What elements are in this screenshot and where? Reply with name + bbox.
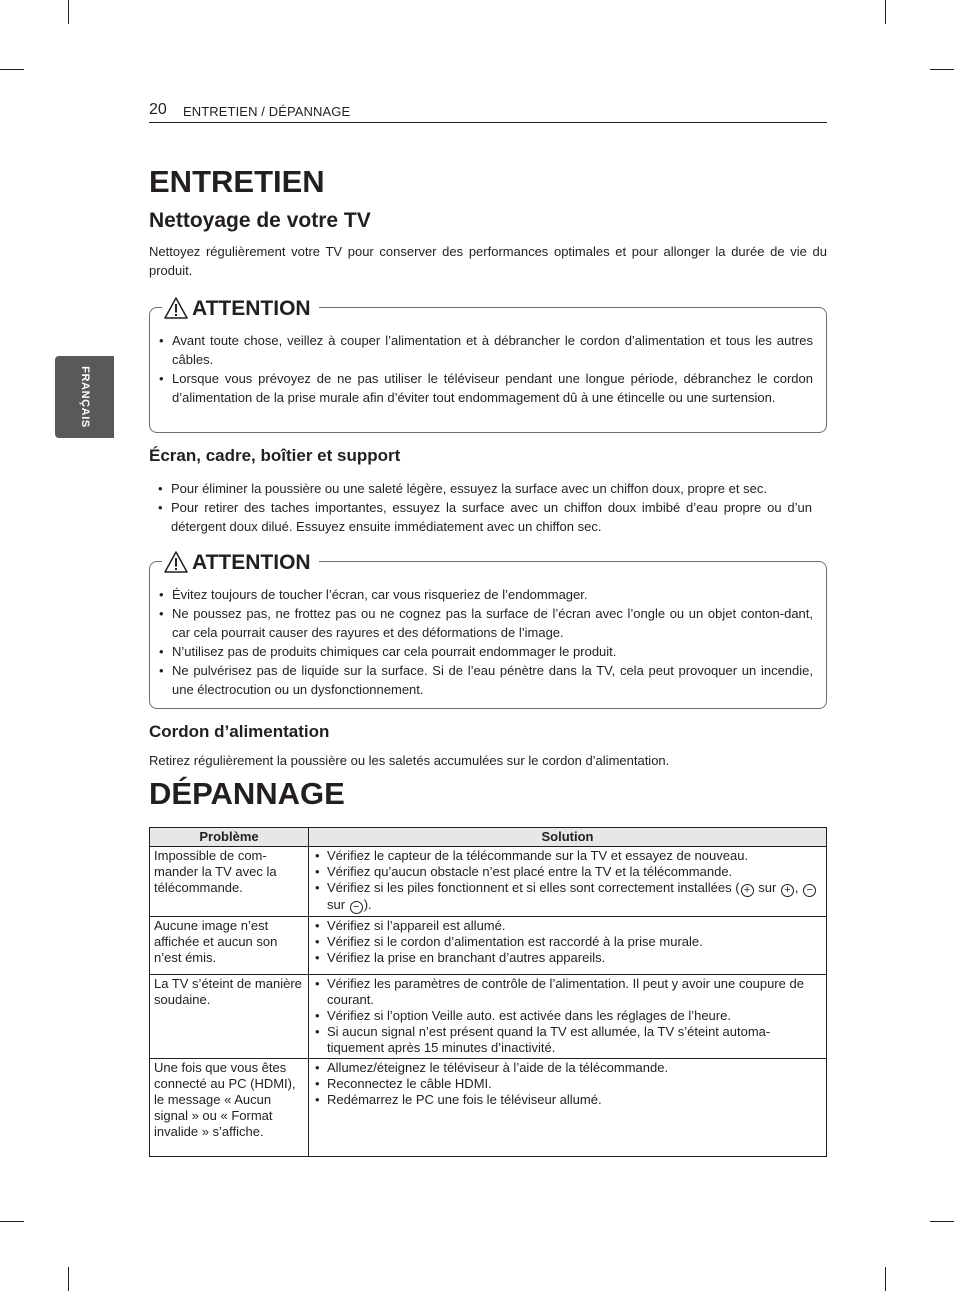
battery-text: Vérifiez si les piles fonctionnent et si elles sont correctement installées ( [327, 880, 740, 895]
troubleshooting-table [149, 827, 827, 1157]
solution-cell [309, 847, 827, 917]
list-item: • Vérifiez le capteur de la télécommande sur la TV et essayez de nouveau. [313, 848, 822, 864]
column-header-solution: Solution [309, 828, 827, 847]
warning-triangle-icon [164, 296, 188, 320]
attention-box-2 [149, 550, 827, 709]
attention-heading [162, 550, 319, 574]
solution-cell [309, 975, 827, 1059]
attention-label: ATTENTION [192, 550, 311, 574]
page-number: 20 [149, 101, 167, 118]
list-item: • N’utilisez pas de produits chimiques car cela pourrait endommager le produit. [150, 642, 813, 661]
crop-mark [930, 69, 954, 70]
solution-cell [309, 917, 827, 975]
plus-symbol-icon: + [741, 884, 754, 897]
warning-triangle-icon [164, 550, 188, 574]
attention-box-1 [149, 296, 827, 433]
column-header-problem: Problème [150, 828, 309, 847]
problem-cell: La TV s’éteint de manière soudaine. [150, 975, 309, 1059]
on-word: sur [758, 880, 777, 895]
list-item: • Si aucun signal n’est présent quand la TV est allumée, la TV s’éteint automa-tiquement après 15 minutes d’inactivité. [313, 1024, 822, 1056]
subsection-title-screen: Écran, cadre, boîtier et support [149, 446, 401, 465]
cleaning-intro: Nettoyez régulièrement votre TV pour conserver des performances optimales et pour allonger la durée de vie du produit. [149, 244, 827, 278]
solution-cell [309, 1059, 827, 1157]
table-row [150, 847, 827, 917]
list-item: • Vérifiez si le cordon d’alimentation est raccordé à la prise murale. [313, 934, 822, 950]
list-item: • Évitez toujours de toucher l’écran, car vous risqueriez de l’endommager. [150, 585, 813, 604]
problem-cell: Impossible de com-mander la TV avec la télécommande. [150, 847, 309, 917]
attention-label: ATTENTION [192, 296, 311, 320]
list-item [313, 880, 822, 914]
list-item: • Vérifiez si l’appareil est allumé. [313, 918, 822, 934]
list-item: • Ne poussez pas, ne frottez pas ou ne cognez pas la surface de l’écran avec l’ongle ou un objet conton-dant, car cela pourrait causer des rayures et des déformations de l’image. [150, 604, 813, 642]
crop-mark [68, 0, 69, 24]
table-row [150, 917, 827, 975]
page-header [149, 100, 827, 123]
list-item: • Vérifiez la prise en branchant d’autres appareils. [313, 950, 822, 966]
problem-cell: Aucune image n’est affichée et aucun son n’est émis. [150, 917, 309, 975]
crop-mark [0, 69, 24, 70]
running-head: ENTRETIEN / DÉPANNAGE [183, 104, 351, 119]
table-header-row [150, 828, 827, 847]
list-item: • Vérifiez si l’option Veille auto. est activée dans les réglages de l’heure. [313, 1008, 822, 1024]
list-item: • Redémarrez le PC une fois le téléviseur allumé. [313, 1092, 822, 1108]
section-title-entretien: ENTRETIEN [149, 164, 325, 199]
minus-symbol-icon: − [803, 884, 816, 897]
crop-mark [885, 0, 886, 24]
language-side-tab [55, 356, 114, 438]
list-item: • Allumez/éteignez le téléviseur à l’aide de la télécommande. [313, 1060, 822, 1076]
list-item: • Lorsque vous prévoyez de ne pas utiliser le téléviseur pendant une longue période, débranchez le cordon d’alimentation de la prise murale afin d’éviter tout endommagement dû à une étincelle ou une surtension. [150, 369, 813, 407]
section-title-depannage: DÉPANNAGE [149, 776, 345, 811]
table-row [150, 975, 827, 1059]
list-item: • Ne pulvérisez pas de liquide sur la surface. Si de l’eau pénètre dans la TV, cela peut provoquer un incendie, une électrocution ou un dysfonctionnement. [150, 661, 813, 699]
list-item: • Avant toute chose, veillez à couper l’alimentation et à débrancher le cordon d’alimentation et tous les autres câbles. [150, 331, 813, 369]
on-word: sur [327, 897, 346, 912]
list-item: • Vérifiez qu’aucun obstacle n’est placé entre la TV et la télécommande. [313, 864, 822, 880]
crop-mark [68, 1267, 69, 1291]
problem-cell: Une fois que vous êtes connecté au PC (HDMI), le message « Aucun signal » ou « Format invalide » s’affiche. [150, 1059, 309, 1157]
subsection-title-power-cord: Cordon d’alimentation [149, 722, 330, 741]
table-row [150, 1059, 827, 1157]
attention-heading [162, 296, 319, 320]
subsection-title-cleaning: Nettoyage de votre TV [149, 209, 371, 232]
comma-separator: , [794, 880, 799, 895]
battery-text-end: ). [363, 897, 372, 912]
crop-mark [885, 1267, 886, 1291]
list-item: • Pour retirer des taches importantes, essuyez la surface avec un chiffon doux imbibé d’eau propre ou d’un détergent doux dilué. Essuyez ensuite immédiatement avec un chiffon sec. [149, 498, 812, 536]
list-item: • Reconnectez le câble HDMI. [313, 1076, 822, 1092]
list-item: • Pour éliminer la poussière ou une saleté légère, essuyez la surface avec un chiffon doux, propre et sec. [149, 479, 812, 498]
power-cord-text: Retirez régulièrement la poussière ou les saletés accumulées sur le cordon d’alimentation. [149, 753, 670, 768]
screen-cleaning-list [149, 479, 812, 536]
language-label: FRANÇAIS [78, 366, 91, 428]
minus-symbol-icon: − [350, 901, 363, 914]
list-item: • Vérifiez les paramètres de contrôle de l’alimentation. Il peut y avoir une coupure de courant. [313, 976, 822, 1008]
crop-mark [0, 1221, 24, 1222]
crop-mark [930, 1221, 954, 1222]
plus-symbol-icon: + [781, 884, 794, 897]
